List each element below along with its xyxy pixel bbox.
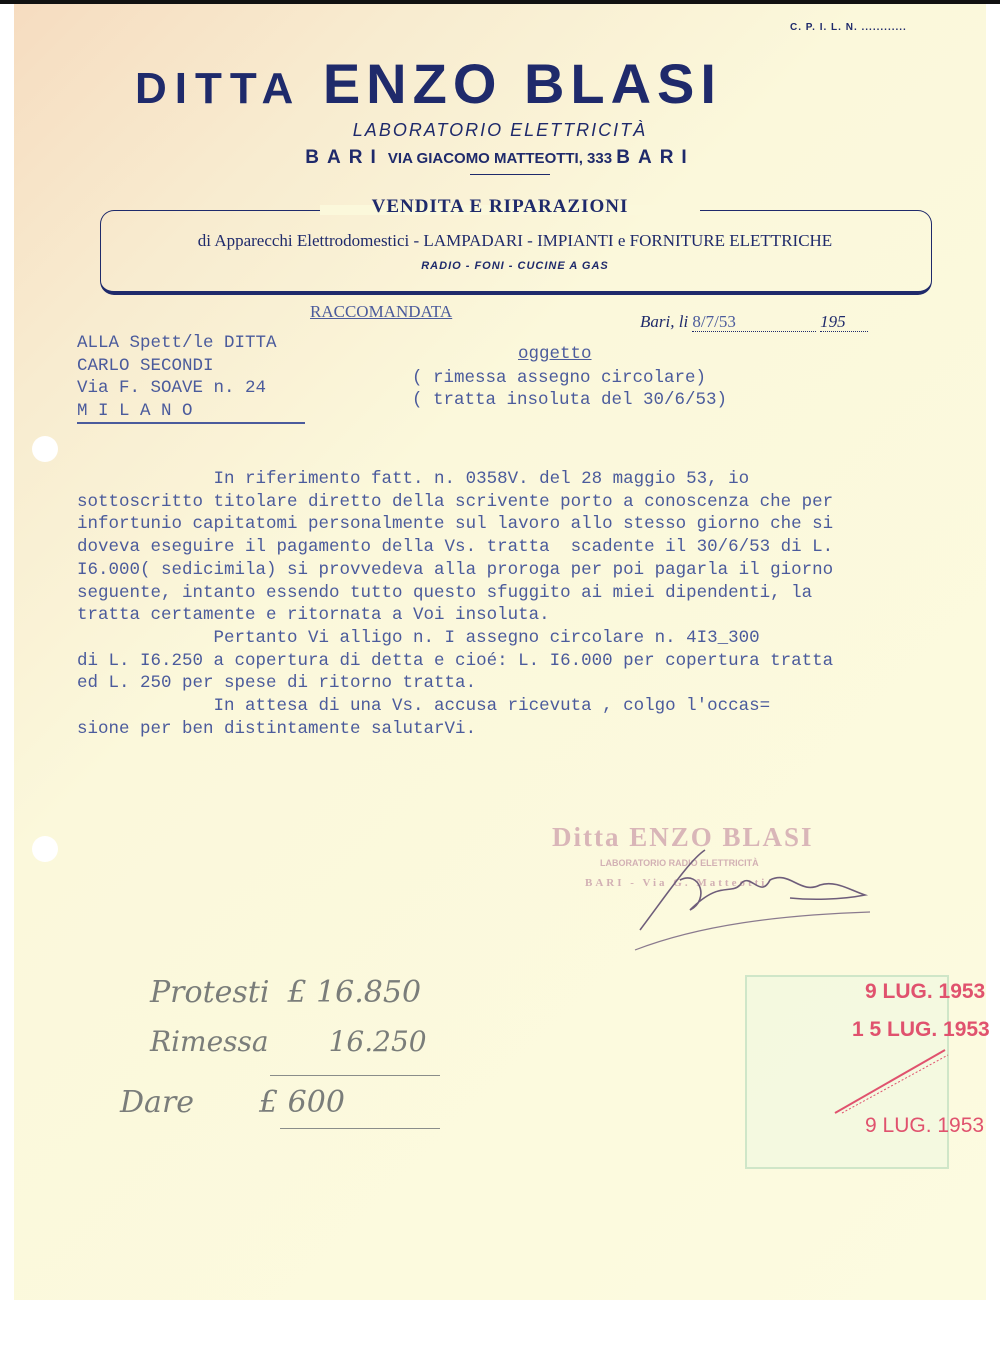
body-line: In attesa di una Vs. accusa ricevuta , colgo l'occas= [77,696,771,717]
subject [412,367,727,411]
note-line [150,1025,427,1058]
body-line: tratta certamente e ritornata a Voi insoluta. [77,605,550,626]
note-label: Protesti [150,975,270,1010]
subject-line: ( tratta insoluta del 30/6/53) [412,390,728,410]
company-subtitle: LABORATORIO ELETTRICITÀ [352,120,648,140]
recipient-address [77,332,305,424]
subject-label: oggetto [518,344,592,364]
body-line: I6.000( sedicimila) si provvedeva alla proroga per poi pagarla il giorno [77,559,834,580]
mail-type: RACCOMANDATA [310,302,453,321]
recipient-line: M I L A N O [77,400,305,425]
note-amount: £ 16.850 [287,975,422,1010]
company-prefix: DITTA [135,64,302,113]
company-title [135,52,722,121]
note-rule [280,1128,440,1129]
note-label: Dare [120,1085,195,1120]
note-label: Rimessa [150,1025,269,1058]
body-line: sottoscritto titolare diretto della scrivente porto a conoscenza che per [77,491,834,512]
street: VIA GIACOMO MATTEOTTI, 333 [387,150,613,167]
body-line: seguente, intanto essendo tutto questo sfuggito ai miei dipendenti, la [77,582,813,603]
products-subline: RADIO - FONI - CUCINE A GAS [421,260,609,272]
company-stamp-name: Ditta ENZO BLASI [552,822,814,852]
recipient-line: ALLA Spett/le DITTA [77,333,277,353]
body-line: In riferimento fatt. n. 0358V. del 28 maggio 53, io [77,469,750,489]
year-prefix: 195 [820,312,868,332]
products-line: di Apparecchi Elettrodomestici - LAMPADARI - IMPIANTI e FORNITURE ELETTRICHE [197,231,833,250]
city-left: BARI [305,147,384,168]
company-stamp-line: BARI - Via G. Matteotti [585,877,768,889]
letter-body [77,468,833,740]
stamp-strike-line [830,1045,950,1115]
scan-border [0,0,1000,4]
letterhead-frame [100,210,932,295]
recipient-line: Via F. SOAVE n. 24 [77,378,267,398]
date-value: 8/7/53 [692,312,815,332]
body-line: infortunio capitatomi personalmente sul lavoro allo stesso giorno che si [77,514,834,535]
note-amount: £ 600 [259,1085,345,1120]
subject-line: ( rimessa assegno circolare) [412,368,707,388]
punch-hole [32,436,58,462]
company-stamp-line: LABORATORIO RADIO ELETTRICITÀ [600,858,759,868]
cpiln-field: C. P. I. L. N. ............ [790,22,907,33]
services-heading: VENDITA E RIPARAZIONI [371,196,629,217]
note-amount: 16.250 [328,1025,427,1058]
date-line [640,312,868,332]
body-line: doveva eseguire il pagamento della Vs. tratta scadente il 30/6/53 di L. [77,537,834,558]
date-stamp: 9 LUG. 1953 [865,980,986,1003]
punch-hole [32,836,58,862]
date-prefix: Bari, li [640,312,689,331]
body-line: Pertanto Vi alligo n. I assegno circolare n. 4I3_300 [77,627,760,648]
city-right: BARI [616,147,695,168]
body-line: di L. I6.250 a copertura di detta e cioé: L. I6.000 per copertura tratta [77,650,834,671]
company-name: ENZO BLASI [322,52,722,115]
note-line [120,1085,345,1120]
body-line: sione per ben distintamente salutarVi. [77,718,477,739]
recipient-line: CARLO SECONDI [77,355,214,376]
date-stamp: 9 LUG. 1953 [865,1114,985,1137]
note-rule [270,1075,440,1076]
company-address [0,147,1000,169]
body-line: ed L. 250 per spese di ritorno tratta. [77,673,477,694]
divider [470,174,550,175]
signature [620,840,880,960]
date-stamp: 1 5 LUG. 1953 [852,1018,990,1041]
note-line [150,975,421,1010]
